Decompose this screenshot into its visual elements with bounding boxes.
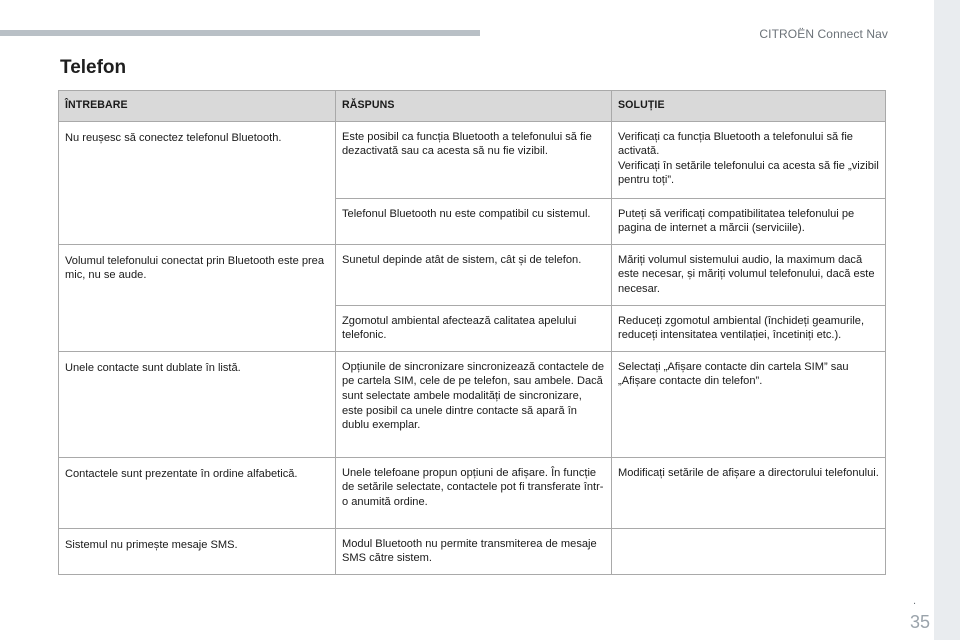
answer-cell: Este posibil ca funcția Bluetooth a telefonului să fie dezactivată sau ca acesta să nu fie vizibil. <box>336 121 612 198</box>
question-cell: Unele contacte sunt dublate în listă. <box>59 351 336 457</box>
solution-line: Verificați ca funcția Bluetooth a telefonului să fie activată. Verificați în setările telefonului ca acesta să fie „vizibil pentru toți”. <box>618 130 879 187</box>
table-row <box>59 121 886 198</box>
column-header-question: ÎNTREBARE <box>59 91 336 122</box>
question-cell: Volumul telefonului conectat prin Bluetooth este prea mic, nu se aude. <box>59 244 336 351</box>
solution-cell: Modificați setările de afișare a directorului telefonului. <box>612 457 886 528</box>
table-header-row <box>59 91 886 122</box>
column-header-solution: SOLUȚIE <box>612 91 886 122</box>
solution-cell <box>612 528 886 574</box>
table-row <box>59 528 886 574</box>
answer-cell: Telefonul Bluetooth nu este compatibil cu sistemul. <box>336 198 612 244</box>
page-number: 35 <box>909 612 930 632</box>
page-title: Telefon <box>60 57 127 78</box>
solution-cell: Puteți să verificați compatibilitatea telefonului pe pagina de internet a mărcii (serviciile). <box>612 198 886 244</box>
column-header-answer: RĂSPUNS <box>336 91 612 122</box>
solution-cell: Măriți volumul sistemului audio, la maximum dacă este necesar, și măriți volumul telefonului, dacă este necesar. <box>612 244 886 305</box>
answer-cell: Opțiunile de sincronizare sincronizează contactele de pe cartela SIM, cele de pe telefon, sau ambele. Dacă sunt selectate ambele modalități de sincronizare, este posibil ca unele dintre contacte să apară în dublu exemplar. <box>336 351 612 457</box>
side-mark: . <box>912 595 916 607</box>
question-cell: Sistemul nu primește mesaje SMS. <box>59 528 336 574</box>
faq-table <box>58 90 886 575</box>
answer-cell: Unele telefoane propun opțiuni de afișare. În funcție de setările selectate, contactele pot fi transferate într-o anumită ordine. <box>336 457 612 528</box>
header-rule <box>0 30 480 36</box>
answer-cell: Sunetul depinde atât de sistem, cât și de telefon. <box>336 244 612 305</box>
answer-cell: Modul Bluetooth nu permite transmiterea de mesaje SMS către sistem. <box>336 528 612 574</box>
solution-cell <box>612 121 886 198</box>
table-row <box>59 457 886 528</box>
table-row <box>59 351 886 457</box>
side-strip <box>934 0 960 640</box>
answer-cell: Zgomotul ambiental afectează calitatea apelului telefonic. <box>336 305 612 351</box>
solution-cell: Reduceți zgomotul ambiental (închideți geamurile, reduceți intensitatea ventilației, încetiniți etc.). <box>612 305 886 351</box>
solution-cell: Selectați „Afișare contacte din cartela SIM” sau „Afișare contacte din telefon”. <box>612 351 886 457</box>
header-brand: CITROËN Connect Nav <box>759 27 888 41</box>
question-cell: Contactele sunt prezentate în ordine alfabetică. <box>59 457 336 528</box>
question-cell: Nu reușesc să conectez telefonul Bluetooth. <box>59 121 336 244</box>
table-row <box>59 244 886 305</box>
